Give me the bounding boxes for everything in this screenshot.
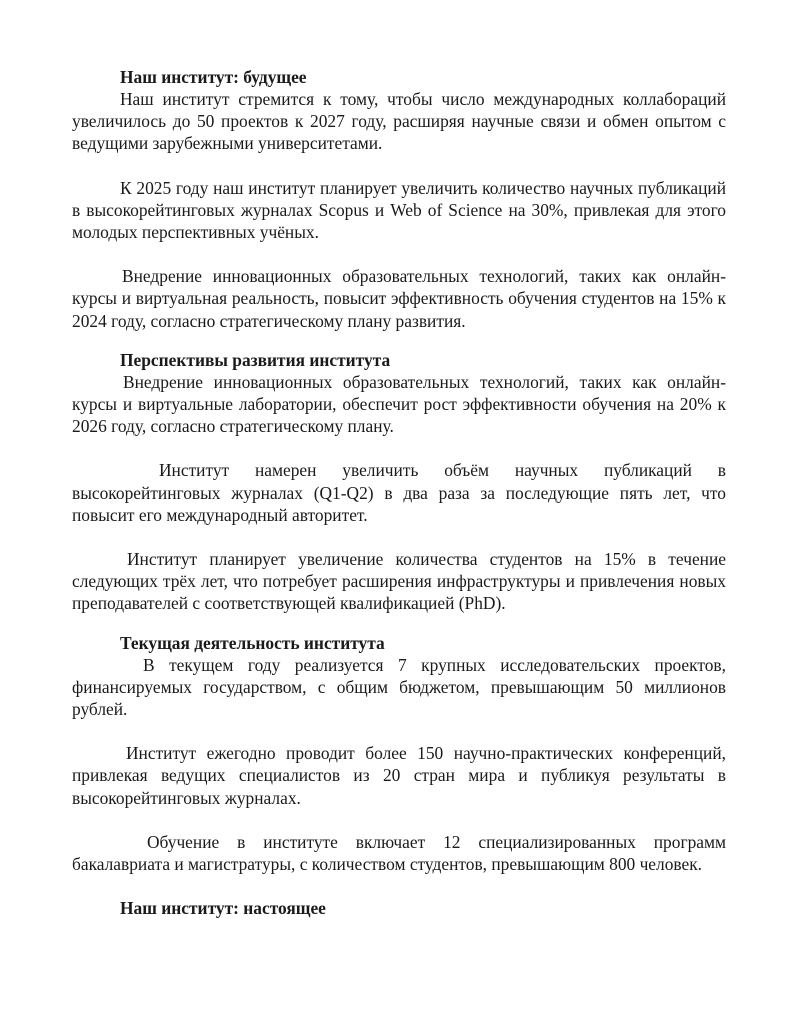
paragraph: Обучение в институте включает 12 специализированных программ бакалавриата и магистратуры, с количеством студентов, превышающим 800 человек. <box>72 831 726 875</box>
section-heading: Текущая деятельность института <box>120 632 385 653</box>
paragraph: Внедрение инновационных образовательных технологий, таких как онлайн-курсы и виртуальная реальность, повысит эффективность обучения студентов на 15% к 2024 году, согласно стратегическому плану развития. <box>72 266 726 331</box>
section-heading: Наш институт: будущее <box>120 67 307 87</box>
paragraph: В текущем году реализуется 7 крупных исследовательских проектов, финансируемых государством, с общим бюджетом, превышающим 50 миллионов рублей. <box>72 654 726 720</box>
section-current <box>72 632 726 876</box>
paragraph: Институт планирует увеличение количества студентов на 15% в течение следующих трёх лет, что потребует расширения инфраструктуры и привлечения новых преподавателей с соответствующей квалификацией (PhD). <box>72 549 726 614</box>
paragraph: Институт ежегодно проводит более 150 научно-практических конференций, привлекая ведущих специалистов из 20 стран мира и публикуя результаты в высокорейтинговых журналах. <box>72 743 726 808</box>
paragraph: Наш институт стремится к тому, чтобы число международных коллабораций увеличилось до 50 проектов к 2027 году, расширяя научные связи и обмен опытом с ведущими зарубежными университетами. <box>72 89 726 154</box>
section-prospects <box>72 349 726 615</box>
paragraph: Внедрение инновационных образовательных технологий, таких как онлайн-курсы и виртуальные лаборатории, обеспечит рост эффективности обучения на 20% к 2026 году, согласно стратегическому плану. <box>72 371 726 437</box>
section-present <box>72 897 726 919</box>
paragraph: Институт намерен увеличить объём научных публикаций в высокорейтинговых журналах (Q1-Q2) в два раза за последующие пять лет, что повысит его международный авторитет. <box>72 460 726 525</box>
document-page <box>72 66 726 919</box>
section-heading: Перспективы развития института <box>120 349 391 370</box>
paragraph: К 2025 году наш институт планирует увеличить количество научных публикаций в высокорейтинговых журналах Scopus и Web of Science на 30%, привлекая для этого молодых перспективных учёных. <box>72 177 726 243</box>
section-future <box>72 66 726 332</box>
section-heading: Наш институт: настоящее <box>120 898 326 919</box>
